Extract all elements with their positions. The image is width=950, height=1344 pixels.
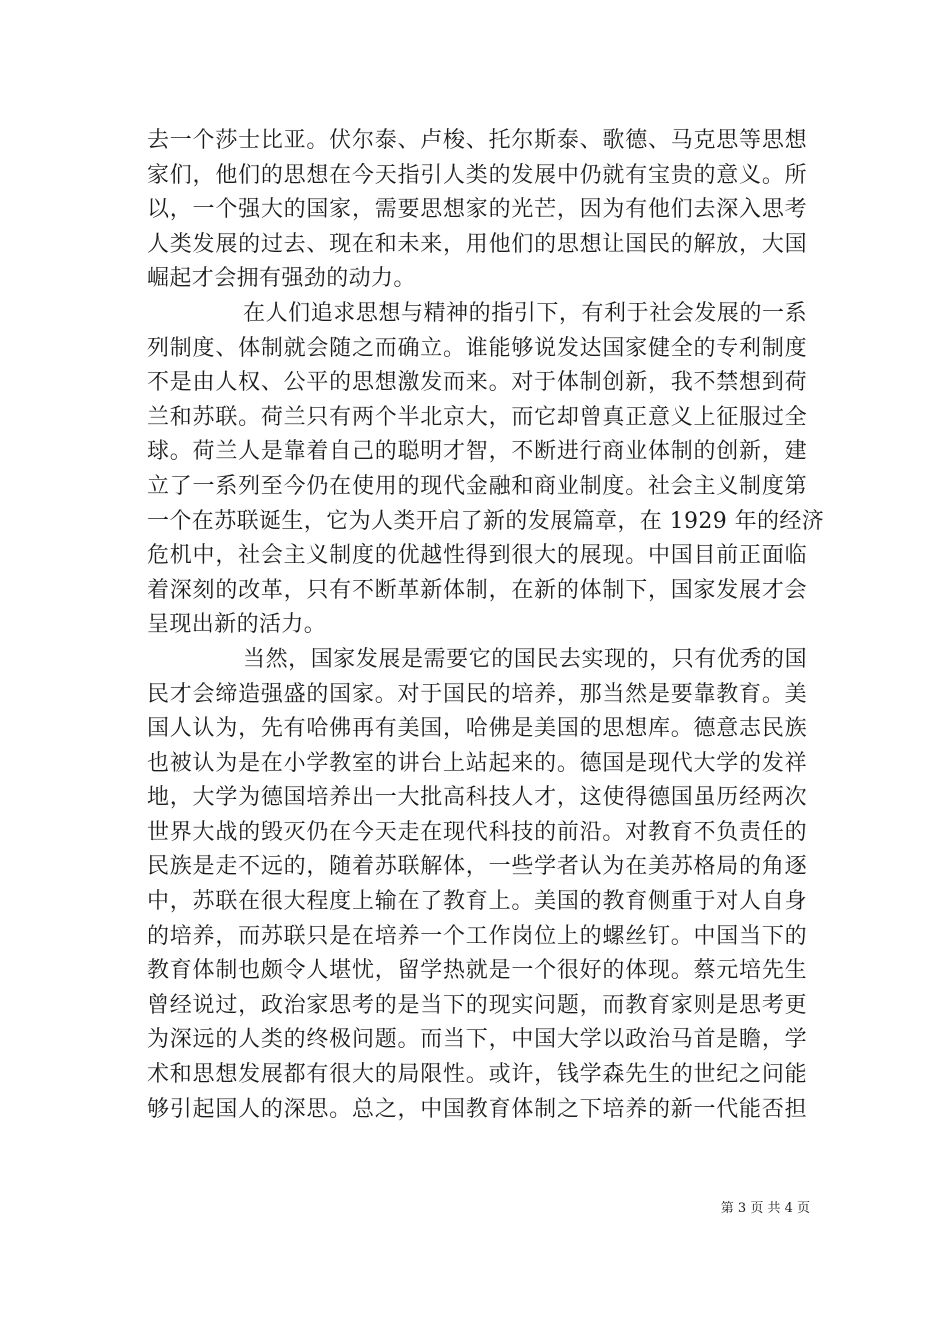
text-line: 民才会缔造强盛的国家。对于国民的培养，那当然是要靠教育。美: [147, 681, 807, 707]
text-line: 列制度、体制就会随之而确立。谁能够说发达国家健全的专利制度: [147, 335, 807, 361]
text-line: 家们，他们的思想在今天指引人类的发展中仍就有宝贵的意义。所: [147, 162, 807, 188]
text-line: 够引起国人的深思。总之，中国教育体制之下培养的新一代能否担: [147, 1096, 807, 1122]
page-number-footer: 第 3 页 共 4 页: [720, 1201, 810, 1216]
paragraph: [147, 297, 825, 643]
text-line: 民族是走不远的，随着苏联解体，一些学者认为在美苏格局的角逐: [147, 854, 807, 880]
text-line: 球。荷兰人是靠着自己的聪明才智，不断进行商业体制的创新，建: [147, 439, 807, 465]
text-line: 呈现出新的活力。: [147, 612, 327, 638]
text-line: 兰和苏联。荷兰只有两个半北京大，而它却曾真正意义上征服过全: [147, 404, 807, 430]
text-line: 国人认为，先有哈佛再有美国，哈佛是美国的思想库。德意志民族: [147, 716, 807, 742]
text-line: 术和思想发展都有很大的局限性。或许，钱学森先生的世纪之问能: [147, 1062, 807, 1088]
text-line: 去一个莎士比亚。伏尔泰、卢梭、托尔斯泰、歌德、马克思等思想: [147, 128, 807, 153]
paragraph: [147, 643, 807, 1127]
text-line: 中，苏联在很大程度上输在了教育上。美国的教育侧重于对人自身: [147, 889, 807, 915]
text-line: 以，一个强大的国家，需要思想家的光芒，因为有他们去深入思考: [147, 197, 807, 223]
text-line: 地，大学为德国培养出一大批高科技人才，这使得德国虽历经两次: [147, 785, 807, 811]
text-line: 当然，国家发展是需要它的国民去实现的，只有优秀的国: [243, 646, 807, 672]
text-line: 曾经说过，政治家思考的是当下的现实问题，而教育家则是思考更: [147, 992, 807, 1018]
text-line: 在人们追求思想与精神的指引下，有利于社会发展的一系: [243, 300, 807, 326]
text-line: 世界大战的毁灭仍在今天走在现代科技的前沿。对教育不负责任的: [147, 819, 807, 845]
body-text: [147, 124, 825, 1127]
text-line: 教育体制也颇令人堪忧，留学热就是一个很好的体现。蔡元培先生: [147, 958, 807, 984]
text-line: 也被认为是在小学教室的讲台上站起来的。德国是现代大学的发祥: [147, 750, 807, 776]
text-line: 为深远的人类的终极问题。而当下，中国大学以政治马首是瞻，学: [147, 1027, 807, 1053]
text-line: 不是由人权、公平的思想激发而来。对于体制创新，我不禁想到荷: [147, 370, 807, 396]
text-line: 危机中，社会主义制度的优越性得到很大的展现。中国目前正面临: [147, 543, 807, 569]
text-line: 一个在苏联诞生，它为人类开启了新的发展篇章，在 1929 年的经济: [147, 508, 825, 534]
text-line: 立了一系列至今仍在使用的现代金融和商业制度。社会主义制度第: [147, 473, 807, 499]
text-line: 的培养，而苏联只是在培养一个工作岗位上的螺丝钉。中国当下的: [147, 923, 807, 949]
text-line: 人类发展的过去、现在和未来，用他们的思想让国民的解放，大国: [147, 231, 807, 257]
paragraph: [147, 124, 807, 297]
text-line: 崛起才会拥有强劲的动力。: [147, 266, 416, 292]
text-line: 着深刻的改革，只有不断革新体制，在新的体制下，国家发展才会: [147, 577, 807, 603]
